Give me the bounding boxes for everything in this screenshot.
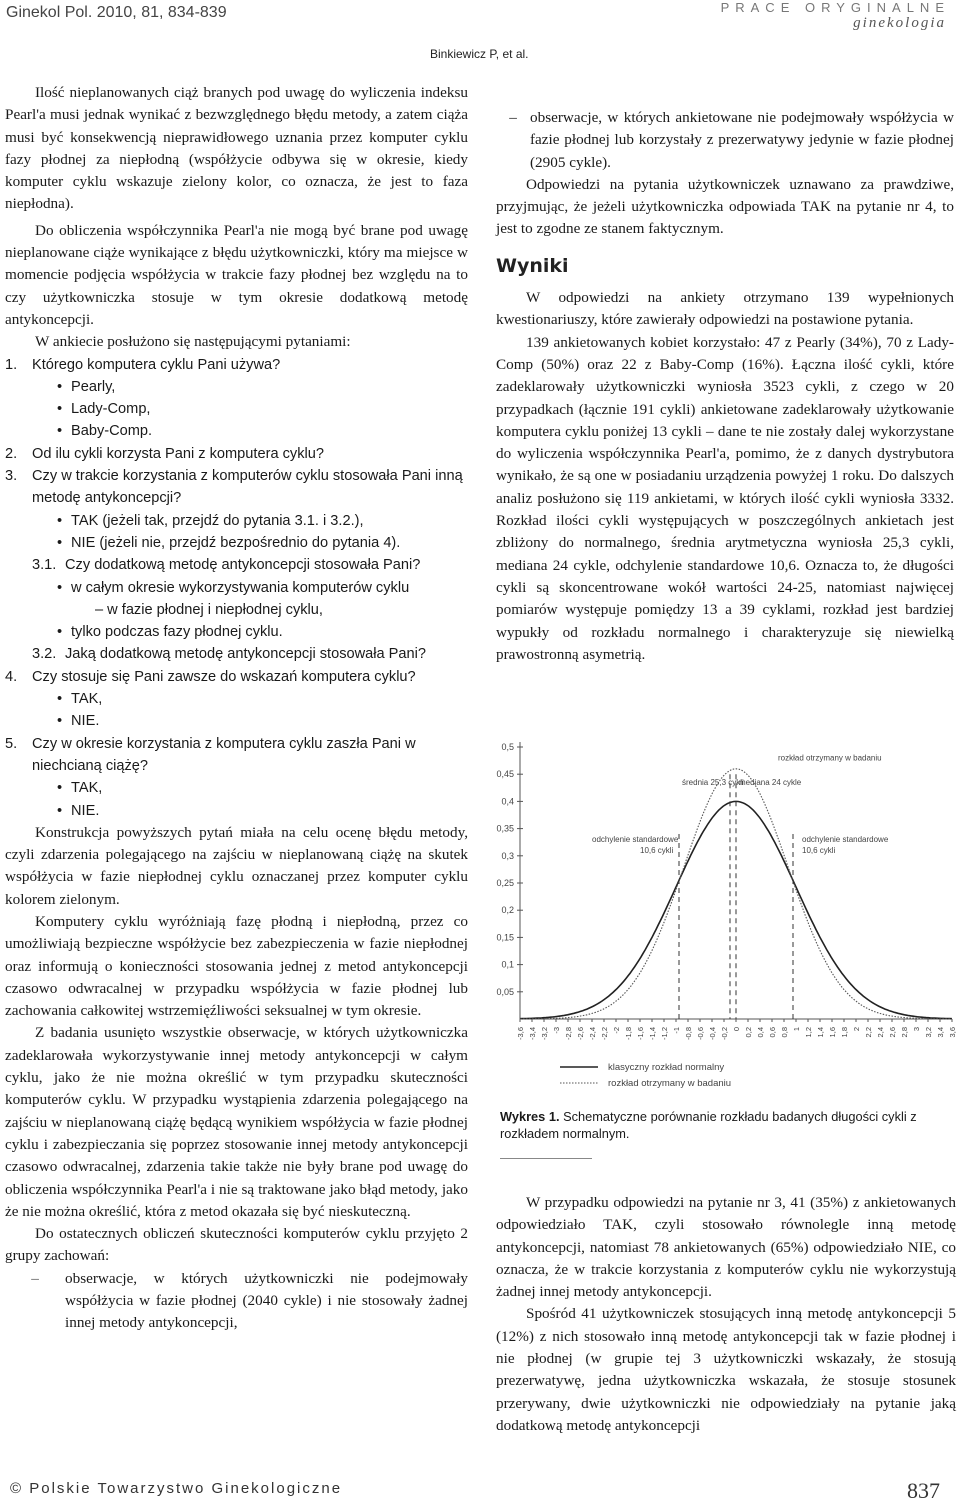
paragraph: W ankiecie posłużono się następującymi pytaniami: — [35, 333, 351, 351]
y-tick-label: 0,15 — [496, 932, 514, 943]
answer-option: • w całym okresie wykorzystywania komputerów cyklu — [5, 577, 468, 599]
subsection-label: ginekologia — [853, 15, 946, 31]
paragraph: Spośród 41 użytkowniczek stosujących inną metodę antykoncepcji 5 (12%) z nich stosowało inną metodę antykoncepcji tak w fazie płodnej i nie płodnej (w grupie tej 3 użytkowniczki wskazały, że stosują prezerwatywę, jedna użytkowniczka wskazała, że stosuje stosunek przerywany, dwie użytkowniczki nie odpowiedziały na pytanie jaką dodatkową metodę antykoncepcji — [496, 1305, 956, 1434]
y-tick-label: 0,05 — [496, 986, 514, 997]
x-tick-label: 0,8 — [780, 1027, 789, 1038]
question-4: 4. Czy stosuje się Pani zawsze do wskazań komputera cyklu? — [5, 668, 416, 685]
legend-normal-label: klasyczny rozkład normalny — [608, 1062, 725, 1073]
question-5: 5. Czy w okresie korzystania z komputera cyklu zaszła Pani w niechcianą ciążę? — [5, 735, 416, 774]
answer-option: • Pearly, — [5, 376, 468, 398]
answer-option: • Baby-Comp. — [5, 420, 468, 442]
x-tick-label: 1 — [792, 1027, 801, 1032]
y-tick-label: 0,1 — [501, 959, 514, 970]
list-item: – obserwacje, w których ankietowane nie podejmowały współżycia w fazie płodnej lub korzystały z prezerwatywy jedynie w fazie płodnej (2905 cykle). — [509, 109, 954, 171]
x-tick-label: -1,6 — [636, 1027, 645, 1040]
paragraph: Odpowiedzi na pytania użytkowniczek uznawano za prawdziwe, przyjmując, że jeżeli użytkowniczka odpowiada TAK na pytanie nr 4, to jest to zgodne ze stanem faktycznym. — [496, 175, 954, 238]
x-tick-label: -0,6 — [696, 1027, 705, 1040]
annotation-mean: średnia 25,3 cykli — [682, 778, 744, 788]
answer-option: • NIE. — [5, 800, 468, 822]
x-tick-label: 1,2 — [804, 1027, 813, 1038]
running-author: Binkiewicz P, et al. — [430, 47, 529, 61]
distribution-chart — [490, 737, 960, 1105]
right-column — [496, 107, 954, 666]
paragraph: 139 ankietowanych kobiet korzystało: 47 z Pearly (34%), 70 z Lady-Comp (50%) oraz 22 z Baby-Comp (16%). Łączna ilość cykli, które zadeklarowały użytkowniczki wyniosła 3523 cykli, z czego w 20 przypadkach (łącznie 191 cykli) ankietowane zadeklarowały użytkowanie komputera cyklu poniżej 13 cykli – dane te nie zostały dalej wykorzystane do wyliczenia współczynnika Pearl'a, pomimo, że z danych dystrybutora wynikało, że są one w posiadaniu urządzenia powyżej 1 roku. Do dalszych analiz posłużono się 119 ankietami, w których ilość cykli wyniosła 3332. Rozkład ilości cykli występujących w poszczególnych ankietach jest zbliżony do normalnego, średnia arytmetyczna wyniosła 25,3 cykli, mediana 24 cykle, odchylenie standardowe 10,6. Oznacza to, że długości cykli są skoncentrowane wokół wartości 24-25, natomiast najwięcej pomiarów występuje pomiędzy 13 a 39 cyklami, rozkład jest bardziej wypukły od rozkładu normalnego i charakteryzuje się niewielką prawostronną asymetrią. — [496, 333, 954, 663]
x-tick-label: 1,8 — [840, 1027, 849, 1038]
annotation-sd-right-value: 10,6 cykli — [802, 846, 836, 856]
list-item: – obserwacje, w których użytkowniczki nie podejmowały współżycia w fazie płodnej (2040 cykle) i nie stosowały żadnej innej metody antykoncepcji, — [31, 1269, 468, 1332]
x-tick-label: -3,6 — [516, 1027, 525, 1040]
figure-caption: Wykres 1. Schematyczne porównanie rozkładu badanych długości cykli z rozkładem normalnym. — [500, 1109, 917, 1141]
x-tick-label: 1,4 — [816, 1027, 825, 1038]
x-tick-label: 3,6 — [948, 1027, 957, 1038]
section-heading: Wyniki — [496, 254, 569, 277]
x-tick-label: 3,4 — [936, 1027, 945, 1038]
y-tick-label: 0,45 — [496, 769, 514, 780]
answer-option: • Lady-Comp, — [5, 398, 468, 420]
x-tick-label: -2,4 — [588, 1027, 597, 1040]
x-tick-label: -1 — [672, 1027, 681, 1034]
y-tick-label: 0,2 — [501, 905, 514, 916]
legend-study-label: rozkład otrzymany w badaniu — [608, 1078, 732, 1089]
annotation-sd-left-value: 10,6 cykli — [640, 846, 674, 856]
x-tick-label: -2,2 — [600, 1027, 609, 1040]
answer-option: • TAK, — [5, 777, 468, 799]
x-tick-label: -0,8 — [684, 1027, 693, 1040]
x-tick-label: 2,2 — [864, 1027, 873, 1038]
paragraph: Z badania usunięto wszystkie obserwacje, w których użytkowniczka zadeklarowała wykorzystywanie innej metody antykoncepcji w całym cyklu, jako że nie można określić w tym przypadku skuteczności komputerów cyklu. W przypadku wystąpienia zdarzenia polegającego na zajściu w nieplanowaną ciążę będącą wynikiem współżycia w fazie płodnej cyklu i zabezpieczania się poprzez stosowanie innej metody antykoncepcji czasowo odwracalnej, zdarzenia takie także nie były brane pod uwagę do obliczenia współczynnika Pearl'a i nie są traktowane jako błąd metody, jako że nie można określić, która z metod okazała się być nieskuteczną. — [5, 1024, 468, 1220]
x-tick-label: -3 — [552, 1027, 561, 1034]
x-tick-label: -2,8 — [564, 1027, 573, 1040]
x-tick-label: 3,2 — [924, 1027, 933, 1038]
left-column — [5, 82, 468, 1335]
page-number: 837 — [907, 1478, 940, 1503]
x-tick-label: 0 — [732, 1027, 741, 1032]
paragraph: Do ostatecznych obliczeń skuteczności komputerów cyklu przyjęto 2 grupy zachowań: — [5, 1225, 468, 1265]
x-tick-label: 2,6 — [888, 1027, 897, 1038]
x-tick-label: -1,2 — [660, 1027, 669, 1040]
question-3: 3. Czy w trakcie korzystania z komputerów cyklu stosowała Pani inną metodę antykoncepcji? — [5, 468, 463, 507]
y-tick-label: 0,35 — [496, 823, 514, 834]
x-tick-label: 1,6 — [828, 1027, 837, 1038]
x-tick-label: 0,2 — [744, 1027, 753, 1038]
questionnaire — [5, 354, 468, 822]
paragraph: W odpowiedzi na ankiety otrzymano 139 wypełnionych kwestionariuszy, które zawierały odpowiedzi na postawione pytania. — [496, 289, 954, 329]
y-tick-label: 0,4 — [501, 796, 514, 807]
x-tick-label: -3,2 — [540, 1027, 549, 1040]
society-footer: © Polskie Towarzystwo Ginekologiczne — [10, 1480, 343, 1497]
x-tick-label: -0,2 — [720, 1027, 729, 1040]
x-tick-label: -1,4 — [648, 1027, 657, 1040]
annotation-sd-left: odchylenie standardowe — [592, 835, 679, 845]
question-1: 1. Którego komputera cyklu Pani używa? — [5, 356, 281, 373]
question-3-2: 3.2. Jaką dodatkową metodę antykoncepcji stosowała Pani? — [32, 646, 427, 663]
x-tick-label: 3 — [912, 1027, 921, 1032]
x-tick-label: 2,4 — [876, 1027, 885, 1038]
annotation-study-distribution: rozkład otrzymany w badaniu — [778, 753, 882, 763]
question-2: 2. Od ilu cykli korzysta Pani z komputera cyklu? — [5, 445, 324, 462]
paragraph: Komputery cyklu wyróżniają fazę płodną i niepłodną, przez co umożliwiają bezpieczne współżycie bez zabezpieczenia w fazie niepłodnej oraz informują o konieczności stosowania jednej z metod antykoncepcji czasowo odwracalnej w przypadku współżycia w fazie płodnej lub zachowania całkowitej wstrzemięźliwości seksualnej w tym okresie. — [5, 912, 468, 1020]
paragraph: Konstrukcja powyższych pytań miała na celu ocenę błędu metody, czyli zdarzenia polegającego na zajściu w nieplanowaną ciążę na skutek współżycia w fazie niepłodnej cyklu oznaczanej przez komputer cyklu kolorem zielonym. — [5, 823, 468, 908]
right-column-lower — [496, 1192, 956, 1437]
annotation-median: mediana 24 cykle — [739, 778, 802, 788]
answer-option-cont: – w fazie płodnej i niepłodnej cyklu, — [95, 601, 323, 618]
y-tick-label: 0,3 — [501, 850, 514, 861]
question-3-1: 3.1. Czy dodatkową metodę antykoncepcji stosowała Pani? — [32, 557, 421, 574]
x-tick-label: -3,4 — [528, 1027, 537, 1040]
caption-divider — [500, 1158, 592, 1159]
x-tick-label: 2 — [852, 1027, 861, 1032]
x-tick-label: -0,4 — [708, 1027, 717, 1040]
x-tick-label: 2,8 — [900, 1027, 909, 1038]
x-tick-label: 0,6 — [768, 1027, 777, 1038]
paragraph: W przypadku odpowiedzi na pytanie nr 3, 41 (35%) z ankietowanych odpowiedziało TAK, czyli stosowało równolegle inną metodę antykoncepcji, natomiast 78 ankietowanych (65%) odpowiedziało NIE, co oznacza, że w trakcie korzystania z komputerów cyklu nie wykorzystują żadnej innej metody antykoncepcji. — [496, 1194, 956, 1301]
answer-option: • TAK, — [5, 688, 468, 710]
x-tick-label: 0,4 — [756, 1027, 765, 1038]
answer-option: • NIE. — [5, 710, 468, 732]
y-tick-label: 0,5 — [501, 742, 514, 752]
annotation-sd-right: odchylenie standardowe — [802, 835, 889, 845]
paragraph: Do obliczenia współczynnika Pearl'a nie mogą być brane pod uwagę nieplanowane ciąże wynikające z błędu użytkowniczki, który ma miejsce w momencie podjęcia współżycia w trakcie fazy płodnej bez względu na to czy użytkowniczka stosuje w tym okresie dodatkową metodę antykoncepcji. — [5, 221, 468, 328]
answer-option: • tylko podczas fazy płodnej cyklu. — [5, 621, 468, 643]
paragraph: Ilość nieplanowanych ciąż branych pod uwagę do wyliczenia indeksu Pearl'a musi jednak wynikać z bezwzględnego błędu metody, a zatem ciąża musi być konsekwencją nieprawidłowego uznania przez komputer cyklu fazy płodnej za niepłodną (współżycie odbywa się w okresie, kiedy komputer cyklu wskazuje zielony kolor, co oznacza, że jest to faza niepłodna). — [5, 84, 468, 213]
answer-option: • NIE (jeżeli nie, przejdź bezpośrednio do pytania 4). — [5, 532, 468, 554]
y-tick-label: 0,25 — [496, 878, 514, 888]
answer-option: • TAK (jeżeli tak, przejdź do pytania 3.1. i 3.2.), — [5, 510, 468, 532]
journal-reference: Ginekol Pol. 2010, 81, 834-839 — [6, 4, 227, 21]
x-tick-label: -2,6 — [576, 1027, 585, 1040]
section-label: PRACE ORYGINALNE — [720, 0, 950, 15]
x-tick-label: -2 — [612, 1027, 621, 1034]
x-tick-label: -1,8 — [624, 1027, 633, 1040]
